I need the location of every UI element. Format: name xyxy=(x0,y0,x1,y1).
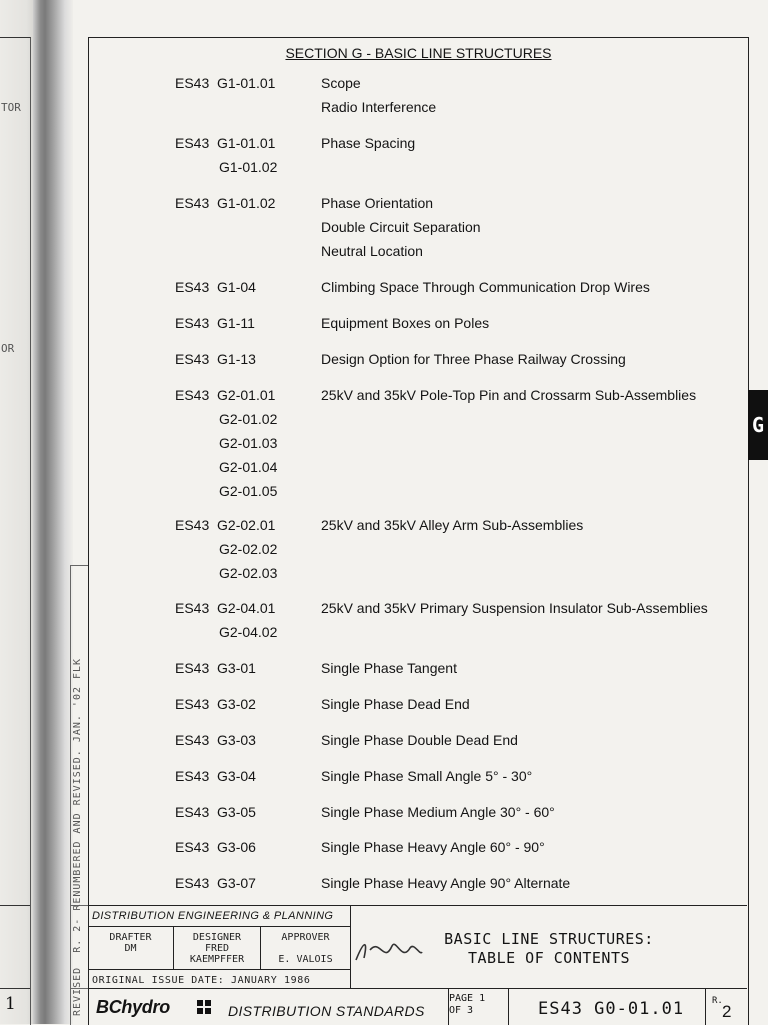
toc-entry-descriptions xyxy=(321,131,415,155)
toc-entry-code-value: G3-06 xyxy=(217,839,256,855)
toc-entry-description: Scope xyxy=(321,75,361,91)
toc-entry-code xyxy=(175,513,325,537)
original-issue-date: ORIGINAL ISSUE DATE: JANUARY 1986 xyxy=(92,975,311,986)
toc-entry-prefix: ES43 xyxy=(175,768,210,784)
toc-entry-prefix: ES43 xyxy=(175,517,210,533)
document-number: ES43 G0-01.01 xyxy=(538,999,685,1019)
toc-entry-prefix: ES43 xyxy=(175,279,210,295)
toc-entry-prefix: ES43 xyxy=(175,600,210,616)
toc-entry-prefix: ES43 xyxy=(175,660,210,676)
toc-entry-code-value: G1-01.02 xyxy=(217,195,276,211)
divider xyxy=(508,988,509,1025)
toc-entry-prefix: ES43 xyxy=(175,875,210,891)
revision-note xyxy=(72,658,83,1016)
toc-entry-prefix: ES43 xyxy=(175,732,210,748)
toc-entry-description: 25kV and 35kV Pole-Top Pin and Crossarm Sub-Assemblies xyxy=(321,387,697,403)
toc-entry-descriptions xyxy=(321,71,436,119)
toc-entry-codes xyxy=(175,347,325,371)
toc-entry-code-value: G2-01.05 xyxy=(219,483,278,499)
toc-entry-descriptions xyxy=(321,656,457,680)
standards-label: DISTRIBUTION STANDARDS xyxy=(228,1003,425,1019)
toc-entry-codes xyxy=(175,800,325,824)
toc-entry-description: Single Phase Tangent xyxy=(321,660,457,676)
toc-entry-codes xyxy=(175,692,325,716)
toc-entry-code-value: G2-02.02 xyxy=(219,541,278,557)
toc-entry-codes xyxy=(175,596,325,644)
toc-entry-code-value: G2-04.01 xyxy=(217,600,276,616)
toc-entry-code-value: G2-02.03 xyxy=(219,565,278,581)
designer-label: DESIGNER xyxy=(192,932,242,943)
toc-entry-description: Single Phase Heavy Angle 60° - 90° xyxy=(321,839,545,855)
toc-entry-code-value: G3-04 xyxy=(217,768,256,784)
toc-entry-codes xyxy=(175,728,325,752)
page-total: OF 3 xyxy=(449,1005,474,1016)
toc-entry-descriptions xyxy=(321,191,481,263)
toc-entry-code xyxy=(175,692,325,716)
approver-cell xyxy=(261,932,350,965)
toc-entry-description: Single Phase Double Dead End xyxy=(321,732,518,748)
toc-entry-codes xyxy=(175,191,325,215)
department-label: DISTRIBUTION ENGINEERING & PLANNING xyxy=(92,910,334,922)
divider xyxy=(705,988,706,1025)
section-tab[interactable]: G xyxy=(748,390,768,460)
toc-entry-description: Single Phase Heavy Angle 90° Alternate xyxy=(321,875,571,891)
toc-entry-description: Single Phase Medium Angle 30° - 60° xyxy=(321,804,555,820)
drawing-title-line2: TABLE OF CONTENTS xyxy=(467,949,631,967)
toc-entry-prefix: ES43 xyxy=(175,696,210,712)
toc-entry-descriptions xyxy=(321,764,532,788)
toc-entry-description: Phase Spacing xyxy=(321,135,416,151)
toc-entry-codes xyxy=(175,656,325,680)
toc-entry-code-value: G1-01.01 xyxy=(217,75,276,91)
toc-entry-codes xyxy=(175,383,325,503)
page-number: PAGE 1 xyxy=(449,993,486,1004)
drafter-label: DRAFTER xyxy=(109,932,152,943)
toc-entry-code-value: G3-03 xyxy=(217,732,256,748)
toc-entry-code-value: G1-01.01 xyxy=(217,135,276,151)
toc-entry-description: Equipment Boxes on Poles xyxy=(321,315,490,331)
divider xyxy=(88,969,350,970)
previous-page-text: OR xyxy=(1,342,15,355)
toc-entry-codes xyxy=(175,71,325,95)
content-frame xyxy=(88,37,749,1025)
toc-entry-code-value: G1-13 xyxy=(217,351,256,367)
toc-entry-codes xyxy=(175,311,325,335)
toc-entry-prefix: ES43 xyxy=(175,387,210,403)
toc-entry-code-value: G3-01 xyxy=(217,660,256,676)
toc-entry-prefix: ES43 xyxy=(175,839,210,855)
section-title: SECTION G - BASIC LINE STRUCTURES xyxy=(285,45,552,61)
revision-label: R. xyxy=(712,996,723,1006)
toc-entry-code xyxy=(175,311,325,335)
toc-entry-code xyxy=(175,728,325,752)
drawing-title xyxy=(351,930,747,968)
designer-last: KAEMPFFER xyxy=(189,954,245,965)
toc-entry-description: Radio Interference xyxy=(321,99,437,115)
revision-number: 2 xyxy=(722,1002,732,1021)
toc-entry-description: Climbing Space Through Communication Drop Wires xyxy=(321,279,650,295)
designer-cell xyxy=(174,932,260,965)
toc-entry-prefix: ES43 xyxy=(175,75,210,91)
revised-label: REVISED xyxy=(72,966,83,1016)
toc-entry-code-value: G3-02 xyxy=(217,696,256,712)
toc-entry-prefix: ES43 xyxy=(175,135,210,151)
toc-entry-description: 25kV and 35kV Primary Suspension Insulator Sub-Assemblies xyxy=(321,600,708,616)
toc-entry-code xyxy=(175,835,325,859)
toc-entry-code-value: G1-04 xyxy=(217,279,256,295)
toc-entry-codes xyxy=(175,275,325,299)
toc-entry-description: 25kV and 35kV Alley Arm Sub-Assemblies xyxy=(321,517,584,533)
drafter-value: DM xyxy=(124,943,137,954)
previous-page-number: 1 xyxy=(5,994,16,1014)
title-block xyxy=(88,905,747,1025)
toc-entry-code xyxy=(175,656,325,680)
toc-entry-code-value: G2-04.02 xyxy=(219,624,278,640)
toc-entry-codes xyxy=(175,764,325,788)
toc-entry-descriptions xyxy=(321,275,650,299)
toc-entry-code-value: G3-07 xyxy=(217,875,256,891)
toc-entry-descriptions xyxy=(321,513,583,537)
toc-entry-code-value: G2-02.01 xyxy=(217,517,276,533)
previous-page-rule xyxy=(0,988,30,989)
binding-gutter xyxy=(33,0,73,1024)
toc-entry-code-value: G2-01.03 xyxy=(219,435,278,451)
toc-entry-code xyxy=(175,131,325,155)
drawing-title-line1: BASIC LINE STRUCTURES: xyxy=(444,930,654,948)
toc-entry-descriptions xyxy=(321,800,555,824)
toc-entry-code-value: G2-01.04 xyxy=(219,459,278,475)
divider xyxy=(88,926,350,927)
toc-entry-code xyxy=(175,800,325,824)
toc-entry-code-value: G3-05 xyxy=(217,804,256,820)
revision-description: R. 2- RENUMBERED AND REVISED. JAN. '02 FLK xyxy=(72,657,83,953)
bchydro-logo-mark-icon xyxy=(197,1000,211,1014)
toc-entry-code xyxy=(175,383,325,407)
previous-page-text: TOR xyxy=(1,101,21,114)
toc-entry-descriptions xyxy=(321,692,470,716)
toc-entry-code-value: G1-11 xyxy=(217,315,255,331)
approver-value: E. VALOIS xyxy=(278,954,333,965)
toc-entry-code-value: G2-01.02 xyxy=(219,411,278,427)
toc-entry-code xyxy=(175,871,325,895)
toc-entry-code xyxy=(175,71,325,95)
toc-entry-codes xyxy=(175,835,325,859)
toc-entry-description: Single Phase Small Angle 5° - 30° xyxy=(321,768,533,784)
toc-entry-code xyxy=(175,191,325,215)
toc-entry-descriptions xyxy=(321,347,626,371)
toc-entry-code xyxy=(175,347,325,371)
toc-entry-prefix: ES43 xyxy=(175,315,210,331)
toc-entry-codes xyxy=(175,513,325,585)
toc-entry-prefix: ES43 xyxy=(175,804,210,820)
toc-entry-code-value: G2-01.01 xyxy=(217,387,276,403)
toc-entry-codes xyxy=(175,131,325,179)
toc-entry-description: Phase Orientation xyxy=(321,195,434,211)
toc-entry-descriptions xyxy=(321,596,708,620)
approver-label: APPROVER xyxy=(281,932,330,943)
toc-entry-description: Double Circuit Separation xyxy=(321,219,481,235)
toc-entry-description: Design Option for Three Phase Railway Crossing xyxy=(321,351,626,367)
previous-page-rule xyxy=(0,905,30,906)
toc-entry-descriptions xyxy=(321,311,489,335)
toc-entry-prefix: ES43 xyxy=(175,351,210,367)
toc-entry-codes xyxy=(175,871,325,895)
toc-entry-descriptions xyxy=(321,871,570,895)
toc-entry-descriptions xyxy=(321,728,518,752)
page-indicator xyxy=(449,993,485,1017)
drafter-cell xyxy=(88,932,173,954)
toc-entry-description: Single Phase Dead End xyxy=(321,696,470,712)
toc-entry-descriptions xyxy=(321,383,696,407)
toc-entry-description: Neutral Location xyxy=(321,243,423,259)
toc-entry-prefix: ES43 xyxy=(175,195,210,211)
toc-entry-code xyxy=(175,596,325,620)
toc-entry-descriptions xyxy=(321,835,545,859)
divider xyxy=(88,988,747,989)
previous-page-frame xyxy=(0,37,31,1025)
toc-entry-code-value: G1-01.02 xyxy=(219,159,278,175)
designer-first: FRED xyxy=(204,943,230,954)
toc-entry-code xyxy=(175,275,325,299)
bchydro-logo: BChydro xyxy=(96,997,170,1017)
toc-entry-code xyxy=(175,764,325,788)
